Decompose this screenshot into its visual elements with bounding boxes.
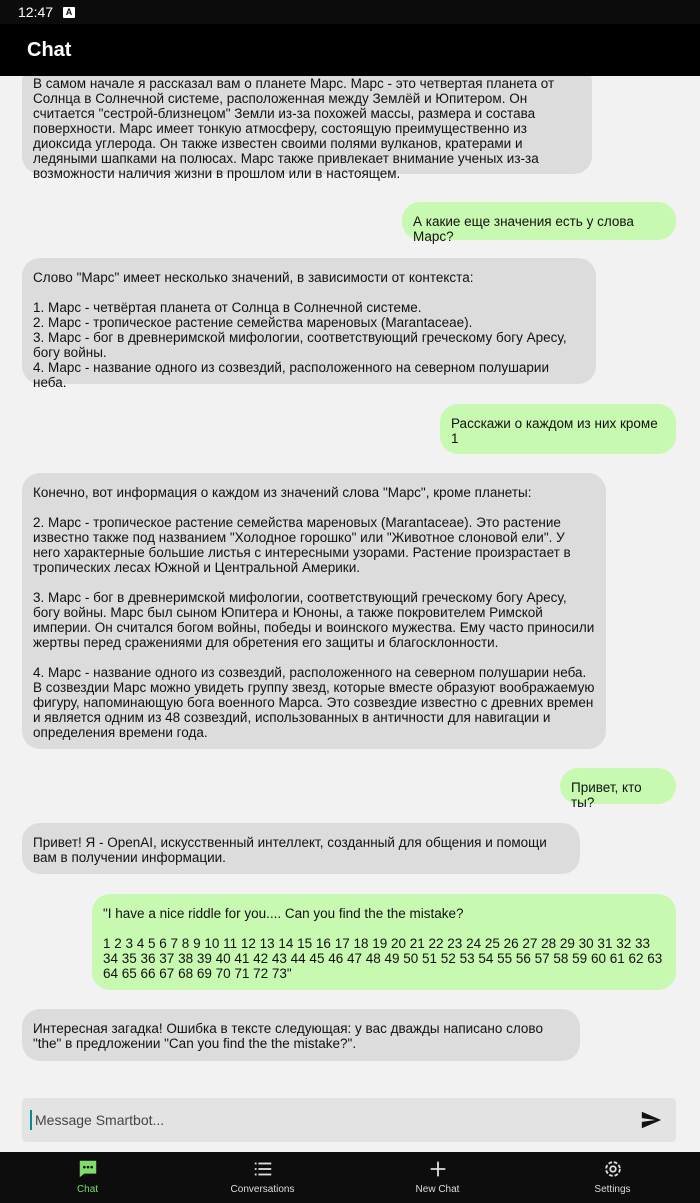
user-message: "I have a nice riddle for you.... Can you find the the mistake? 1 2 3 4 5 6 7 8 9 10 11 12 13 14 15 16 17 18 19 20 21 22 23 24 25 26 27 28 29 30 31 32 33 34 35 36 37 38 39 40 41 42 43 44 45 46 47 48 49 50 51 52 53 54 55 56 57 58 59 60 61 62 63 64 65 66 67 68 69 70 71 72 73" — [92, 894, 676, 990]
bot-message: В самом начале я рассказал вам о планете Марс. Марс - это четвертая планета от Солнца в Солнечной системе, расположенная между Землёй и Юпитером. Он считается "сестрой-близнецом" Земли из-за похожей массы, размера и состава поверхности. Марс имеет тонкую атмосферу, состоящую преимущественно из диоксида углерода. Он также известен своими полями вулканов, кратерами и ледяными шапками на полюсах. Марс также привлекает внимание ученых из-за возможности наличия жизни в прошлом или в настоящем. — [22, 76, 592, 174]
send-icon[interactable] — [640, 1109, 662, 1131]
page-title: Chat — [27, 38, 72, 61]
nav-label: New Chat — [415, 1184, 460, 1195]
notification-icon: A — [63, 7, 75, 18]
nav-settings[interactable] — [525, 1152, 700, 1203]
list-icon — [252, 1158, 274, 1180]
nav-new-chat[interactable] — [350, 1152, 525, 1203]
message-composer — [22, 1098, 676, 1142]
nav-conversations[interactable] — [175, 1152, 350, 1203]
chat-list[interactable] — [0, 76, 700, 1094]
app-bar — [0, 24, 700, 76]
bottom-nav — [0, 1152, 700, 1203]
status-bar — [0, 0, 700, 24]
nav-label: Chat — [76, 1184, 99, 1195]
plus-icon — [427, 1158, 449, 1180]
user-message: Привет, кто ты? — [560, 768, 676, 804]
status-time: 12:47 — [18, 4, 54, 20]
nav-label: Settings — [594, 1184, 631, 1195]
bot-message: Привет! Я - OpenAI, искусственный интеллект, созданный для общения и помощи вам в получении информации. — [22, 823, 580, 874]
bot-message: Конечно, вот информация о каждом из значений слова "Марс", кроме планеты: 2. Марс - тропическое растение семейства мареновых (Marantaceae). Это растение известно также под названием "Холодное горошко" или "Животное слоновой ели". У него характерные большие листья с интересными узорами. Растение произрастает в тропических лесах Южной и Центральной Америки. 3. Марс - бог в древнеримской мифологии, соответствующий греческому богу Аресу, богу войны. Марс был сыном Юпитера и Юноны, а также покровителем Римской империи. Он считался богом войны, победы и воинского мужества. Ему часто приносили жертвы перед сражениями для обретения его защиты и благосклонности. 4. Марс - название одного из созвездий, расположенного на северном полушарии неба. В созвездии Марс можно увидеть группу звезд, которые вместе образуют воображаемую фигуру, напоминающую бога военного Марса. Это созвездие известно с древних времен и является одним из 48 созвездий, использованных в античности для навигации и определения времени года. — [22, 473, 606, 749]
nav-label: Conversations — [230, 1184, 295, 1195]
user-message: А какие еще значения есть у слова Марс? — [402, 202, 676, 240]
bot-message: Слово "Марс" имеет несколько значений, в зависимости от контекста: 1. Марс - четвёртая планета от Солнца в Солнечной системе. 2. Марс - тропическое растение семейства мареновых (Marantaceae). 3. Марс - бог в древнеримской мифологии, соответствующий греческому богу Аресу, богу войны. 4. Марс - название одного из созвездий, расположенного на северном полушарии неба. — [22, 258, 596, 384]
gear-icon — [602, 1158, 624, 1180]
message-input[interactable] — [30, 1110, 640, 1130]
chat-icon — [77, 1158, 99, 1180]
user-message: Расскажи о каждом из них кроме 1 — [440, 404, 676, 454]
nav-chat[interactable] — [0, 1152, 175, 1203]
bot-message: Интересная загадка! Ошибка в тексте следующая: у вас дважды написано слово "the" в предложении "Can you find the the mistake?". — [22, 1009, 580, 1061]
